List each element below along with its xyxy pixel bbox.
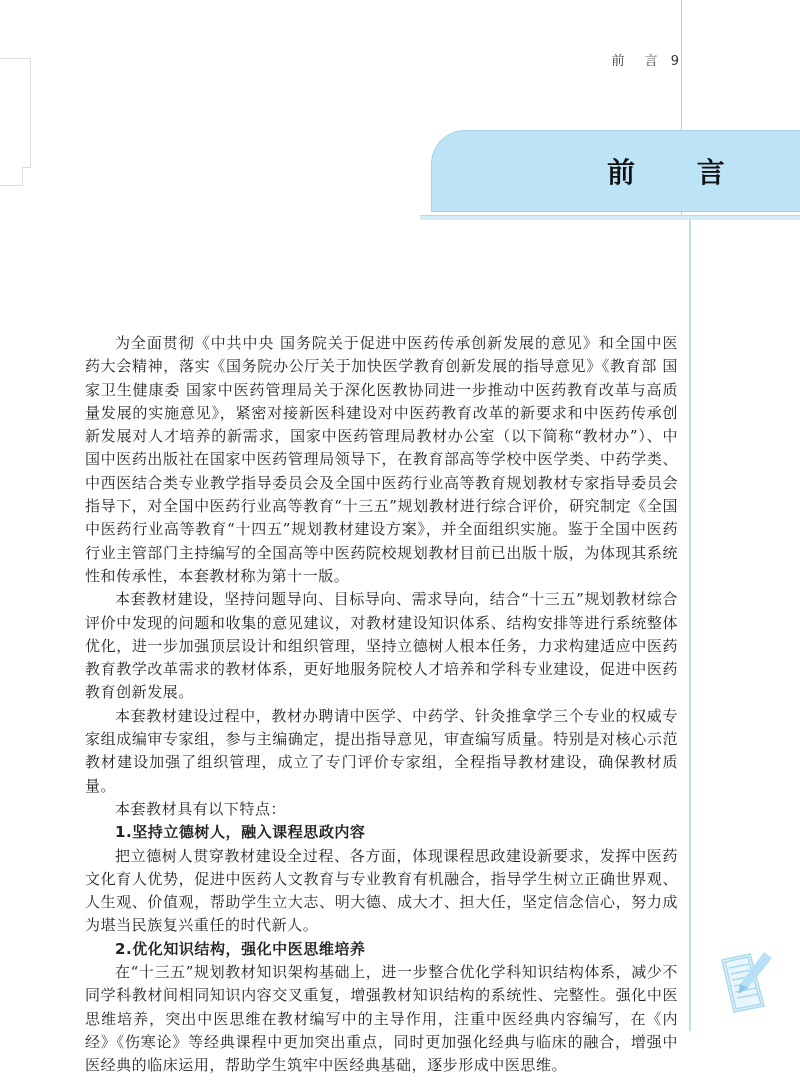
chapter-title: 前 言	[607, 156, 751, 189]
paragraph: 把立德树人贯穿教材建设全过程、各方面，体现课程思政建设新要求，发挥中医药文化育人优势，促进中医药人文教育与专业教育有机融合，指导学生树立正确世界观、人生观、价值观，帮助学生立大志、明大德、成大才、担大任，坚定信念信心，努力成为堪当民族复兴重任的时代新人。	[85, 846, 678, 935]
running-header	[611, 50, 680, 69]
paragraph: 在“十三五”规划教材知识架构基础上，进一步整合优化学科知识结构体系，减少不同学科教材间相同知识内容交叉重复，增强教材知识结构的系统性、完整性。强化中医思维培养，突出中医思维在教材编写中的主导作用，注重中医经典内容编写，在《内经》《伤寒论》等经典课程中更加突出重点，同时更加强化经典与临床的融合，增强中医经典的临床运用，帮助学生筑牢中医经典基础，逐步形成中医思维。	[85, 963, 678, 1075]
crop-mark	[0, 167, 23, 186]
paragraph: 为全面贯彻《中共中央 国务院关于促进中医药传承创新发展的意见》和全国中医药大会精神，落实《国务院办公厅关于加快医学教育创新发展的指导意见》《教育部 国家卫生健康委 国家中医药管理局关于深化医教协同进一步推动中医药教育改革与高质量发展的实施意见》，紧密对接新医科建设对中医药教育改革的新要求和中医药传承创新发展对人才培养的新需求，国家中医药管理局教材办公室（以下简称“教材办”）、中国中医药出版社在国家中医药管理局领导下，在教育部高等学校中医学类、中药学类、中西医结合类专业教学指导委员会及全国中医药行业高等教育规划教材专家指导委员会指导下，对全国中医药行业高等教育“十三五”规划教材进行综合评价，研究制定《全国中医药行业高等教育“十四五”规划教材建设方案》，并全面组织实施。鉴于全国中医药行业主管部门主持编写的全国高等中医药院校规划教材目前已出版十版，为体现其系统性和传承性，本套教材称为第十一版。	[85, 334, 678, 585]
paragraph: 本套教材具有以下特点：	[115, 799, 287, 818]
paragraph: 本套教材建设过程中，教材办聘请中医学、中药学、针灸推拿学三个专业的权威专家组成编审专家组，参与主编确定，提出指导意见，审查编写质量。特别是对核心示范教材建设加强了组织管理，成立了专门评价专家组，全程指导教材建设，确保教材质量。	[85, 706, 678, 795]
text-margin-rule	[689, 219, 691, 1031]
running-title: 前 言	[611, 54, 666, 69]
paragraph: 本套教材建设，坚持问题导向、目标导向、需求导向，结合“十三五”规划教材综合评价中发现的问题和收集的意见建议，对教材建设知识体系、结构安排等进行系统整体优化，进一步加强顶层设计和组织管理，坚持立德树人根本任务，力求构建适应中医药教育教学改革需求的教材体系，更好地服务院校人才培养和学科专业建设，促进中医药教育创新发展。	[85, 590, 678, 702]
banner-underline	[420, 215, 800, 220]
body-text	[85, 332, 678, 1078]
chapter-title-banner	[431, 130, 800, 212]
page-number: 9	[670, 54, 680, 69]
section-heading: 1.坚持立德树人，融入课程思政内容	[115, 823, 366, 842]
crop-mark	[22, 167, 30, 168]
section-heading: 2.优化知识结构，强化中医思维培养	[115, 939, 366, 958]
crop-mark	[0, 58, 31, 168]
notepad-pencil-icon	[720, 948, 776, 1014]
